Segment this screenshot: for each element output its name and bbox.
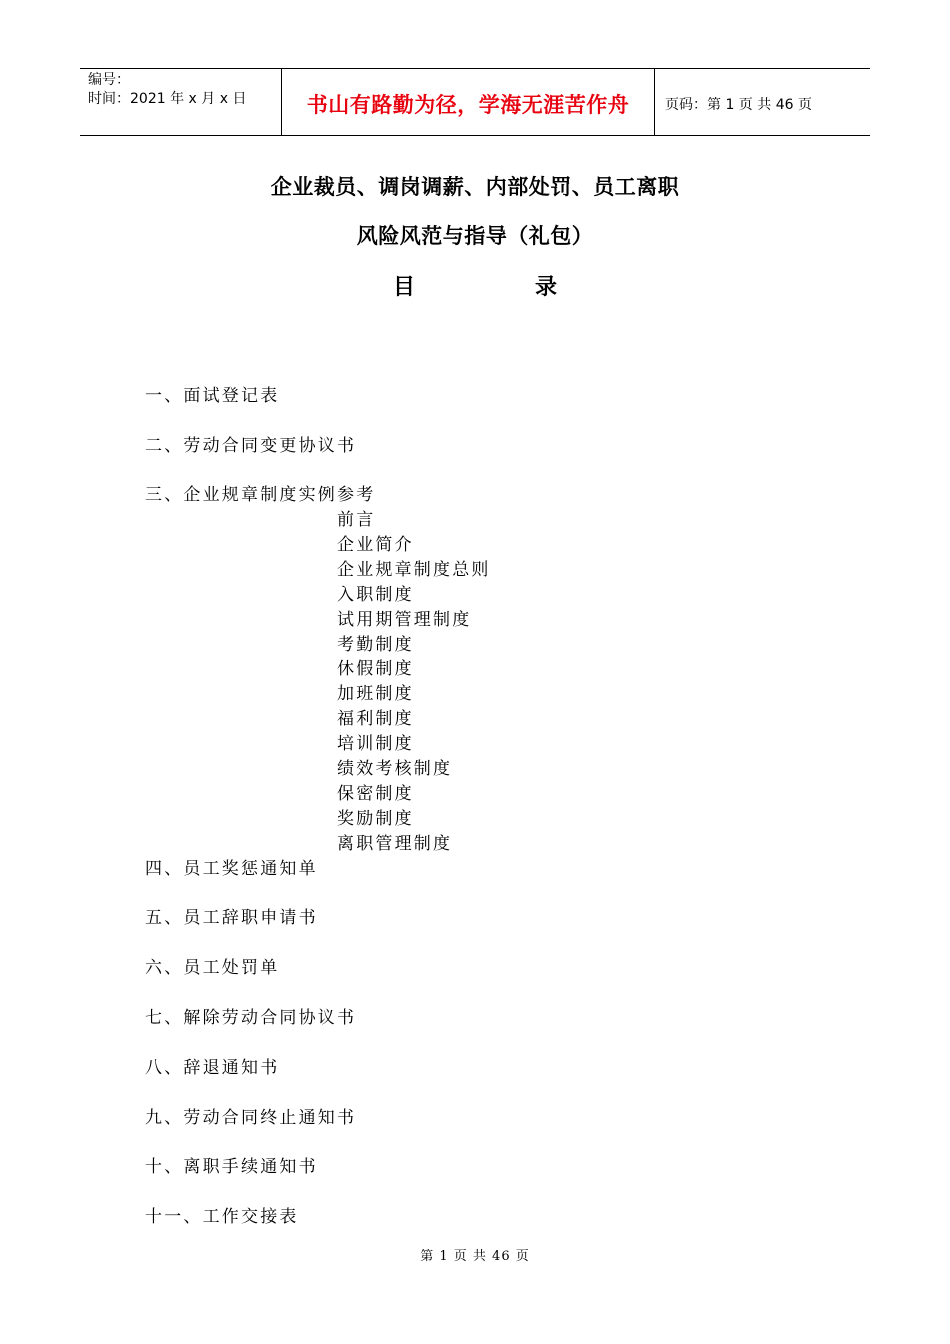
toc-sub-item[interactable]: 培训制度 bbox=[337, 734, 414, 754]
toc-item[interactable]: 五、员工辞职申请书 bbox=[145, 908, 318, 928]
toc-sub-item[interactable]: 企业规章制度总则 bbox=[337, 560, 491, 580]
header-meta-cell bbox=[80, 69, 282, 135]
toc-item[interactable]: 四、员工奖惩通知单 bbox=[145, 859, 318, 879]
toc-sub-item[interactable]: 企业简介 bbox=[337, 535, 414, 555]
header-time-label: 时间：2021 年 x 月 x 日 bbox=[88, 91, 247, 107]
toc-sub-item[interactable]: 休假制度 bbox=[337, 659, 414, 679]
toc-sub-item[interactable]: 绩效考核制度 bbox=[337, 759, 453, 779]
document-title-line1: 企业裁员、调岗调薪、内部处罚、员工离职 bbox=[270, 175, 680, 199]
toc-item[interactable]: 七、解除劳动合同协议书 bbox=[145, 1008, 357, 1028]
page-footer: 第 1 页 共 46 页 bbox=[420, 1249, 530, 1264]
toc-item[interactable]: 六、员工处罚单 bbox=[145, 958, 280, 978]
header-motto: 书山有路勤为径，学海无涯苦作舟 bbox=[282, 69, 655, 135]
toc-item[interactable]: 十、离职手续通知书 bbox=[145, 1157, 318, 1177]
toc-item[interactable]: 一、面试登记表 bbox=[145, 386, 280, 406]
toc-sub-item[interactable]: 福利制度 bbox=[337, 709, 414, 729]
document-title-line2: 风险风范与指导（礼包） bbox=[356, 224, 594, 248]
toc-sub-item[interactable]: 奖励制度 bbox=[337, 809, 414, 829]
toc-heading bbox=[0, 270, 950, 300]
toc-item[interactable]: 二、劳动合同变更协议书 bbox=[145, 436, 357, 456]
toc-sub-item[interactable]: 前言 bbox=[337, 510, 376, 530]
toc-sub-item[interactable]: 加班制度 bbox=[337, 684, 414, 704]
toc-sub-item[interactable]: 保密制度 bbox=[337, 784, 414, 804]
toc-sub-item[interactable]: 考勤制度 bbox=[337, 635, 414, 655]
page-header bbox=[80, 68, 870, 136]
toc-item[interactable]: 九、劳动合同终止通知书 bbox=[145, 1108, 357, 1128]
toc-sub-item[interactable]: 试用期管理制度 bbox=[337, 610, 472, 630]
toc-item[interactable]: 十一、工作交接表 bbox=[145, 1207, 299, 1227]
header-code-label: 编号： bbox=[88, 72, 130, 88]
toc-sub-item[interactable]: 入职制度 bbox=[337, 585, 414, 605]
toc-sub-item[interactable]: 离职管理制度 bbox=[337, 834, 453, 854]
toc-heading-char2: 录 bbox=[535, 275, 558, 300]
toc-heading-char1: 目 bbox=[393, 275, 416, 300]
header-page-info: 页码：第 1 页 共 46 页 bbox=[665, 97, 812, 113]
toc-item[interactable]: 三、企业规章制度实例参考 bbox=[145, 485, 376, 505]
toc-item[interactable]: 八、辞退通知书 bbox=[145, 1058, 280, 1078]
